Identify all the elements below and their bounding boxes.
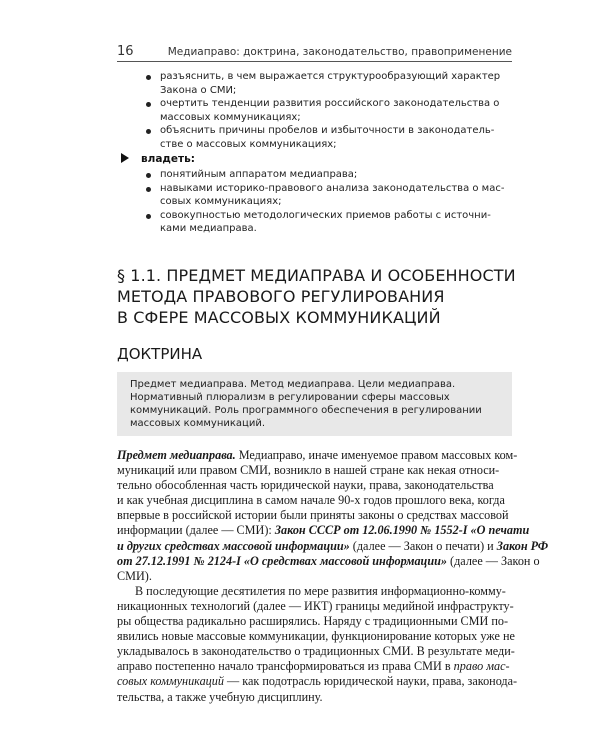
paragraph-2: В последующие десятилетия по мере развития информационно-комму- никационных технологий (далее — ИКТ) границы медийной инфраструкту- ры общества радикально расширялись. Наряду с традиционными СМИ по- явились новые массовые коммуникации, функционирование которых уже не укладывалось в законодательство о традиционных СМИ. В результате меди- аправо постепенно начало трансформироваться из права СМИ в право мас- совых коммуникаций — как подотрасль юридической науки, права, законода- тельства, а также учебную дисциплину. [117, 583, 518, 704]
goals-list [146, 70, 514, 151]
list-item: объяснить причины пробелов и избыточности в законодатель- стве о массовых коммуникациях; [146, 124, 514, 151]
bullet-icon [146, 102, 151, 107]
bullet-icon [146, 75, 151, 80]
bullet-icon [146, 187, 151, 192]
bullet-icon [146, 173, 151, 178]
paragraph-1: Предмет медиаправа. Медиаправо, иначе именуемое правом массовых ком- муникаций или правом СМИ, возникло в нашей стране как некая относи- тельно обособленная часть юридической науки, права, законодательства и как учебная дисциплина в самом начале 90-х годов прошлого века, когда впервые в российской истории были приняты законы о средствах массовой информации (далее — СМИ): Закон СССР от 12.06.1990 № 1552-I «О печати и других средствах массовой информации» (далее — Закон о печати) и Закон РФ от 27.12.1991 № 2124-I «О средствах массовой информации» (далее — Закон о СМИ). [117, 448, 549, 583]
header-rule [117, 61, 512, 62]
running-title: Медиаправо: доктрина, законодательство, правоприменение [167, 46, 512, 58]
bullet-icon [146, 129, 151, 134]
list-item: совокупностью методологических приемов работы с источни- ками медиаправа. [146, 209, 514, 236]
page-header [0, 0, 600, 62]
section-title: § 1.1. ПРЕДМЕТ МЕДИАПРАВА И ОСОБЕННОСТИ МЕТОДА ПРАВОВОГО РЕГУЛИРОВАНИЯ В СФЕРЕ МАССОВЫХ КОММУНИКАЦИЙ [117, 266, 516, 327]
triangle-arrow-icon [121, 153, 129, 163]
list-item: разъяснить, в чем выражается структурообразующий характер Закона о СМИ; [146, 70, 514, 97]
bullet-icon [146, 214, 151, 219]
vladet-heading: владеть: [121, 153, 195, 165]
list-item: навыками историко-правового анализа законодательства о мас- совых коммуникациях; [146, 182, 514, 209]
abstract-box: Предмет медиаправа. Метод медиаправа. Цели медиаправа. Нормативный плюрализм в регулировании сферы массовых коммуникаций. Роль программного обеспечения в регулировании массовых коммуникаций. [117, 372, 512, 436]
page-number: 16 [117, 44, 134, 59]
list-item: очертить тенденции развития российского законодательства о массовых коммуникациях; [146, 97, 514, 124]
subsection-heading: ДОКТРИНА [117, 345, 203, 363]
list-item: понятийным аппаратом медиаправа; [146, 168, 514, 182]
vladet-list [146, 168, 514, 236]
body-text [117, 448, 549, 705]
